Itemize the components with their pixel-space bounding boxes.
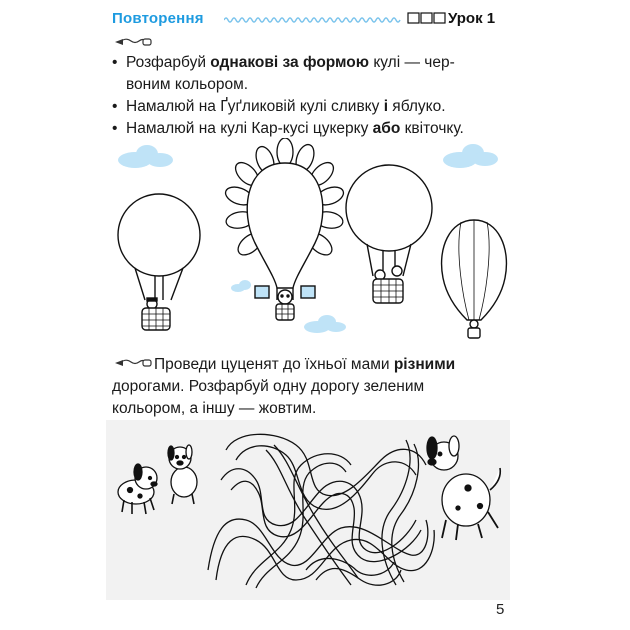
task1-line-3: • Намалюй на Ґуґликовій кулі сливку і яблуко. <box>112 96 512 118</box>
lesson-label: Урок 1 <box>448 10 496 27</box>
task2-line-1: Проведи цуценят до їхньої мами різними <box>154 356 456 373</box>
wavy-divider <box>224 15 402 25</box>
balloon-tall-right <box>442 220 507 338</box>
balloon-round-right <box>346 165 432 303</box>
task2-line-2: дорогами. Розфарбуй одну дорогу зеленим <box>112 378 425 395</box>
task1-line-1: • Розфарбуй однакові за формою кулі — чер- <box>112 52 512 74</box>
task-1-instructions <box>112 52 512 140</box>
cloud-icon <box>118 145 173 168</box>
page-number: 5 <box>496 601 505 618</box>
bullet: • <box>112 54 118 71</box>
cloud-icon <box>304 315 346 333</box>
lesson-squares-icon <box>407 12 447 24</box>
bullet: • <box>112 98 118 115</box>
pencil-icon <box>113 37 153 47</box>
task2-line-3: кольором, а іншу — жовтим. <box>112 400 317 417</box>
task-2-instructions <box>112 354 512 420</box>
cloud-icon <box>443 144 498 168</box>
task1-line-4: • Намалюй на кулі Кар-кусі цукерку або квіточку. <box>112 118 512 140</box>
task1-line-2: воним кольором. <box>126 76 249 93</box>
balloons-illustration <box>105 138 515 348</box>
maze-illustration <box>106 420 510 600</box>
balloon-round-left <box>118 194 200 330</box>
bullet: • <box>112 120 118 137</box>
cloud-icon <box>231 280 251 292</box>
section-title: Повторення <box>112 10 204 27</box>
balloon-tall-center <box>247 163 323 320</box>
